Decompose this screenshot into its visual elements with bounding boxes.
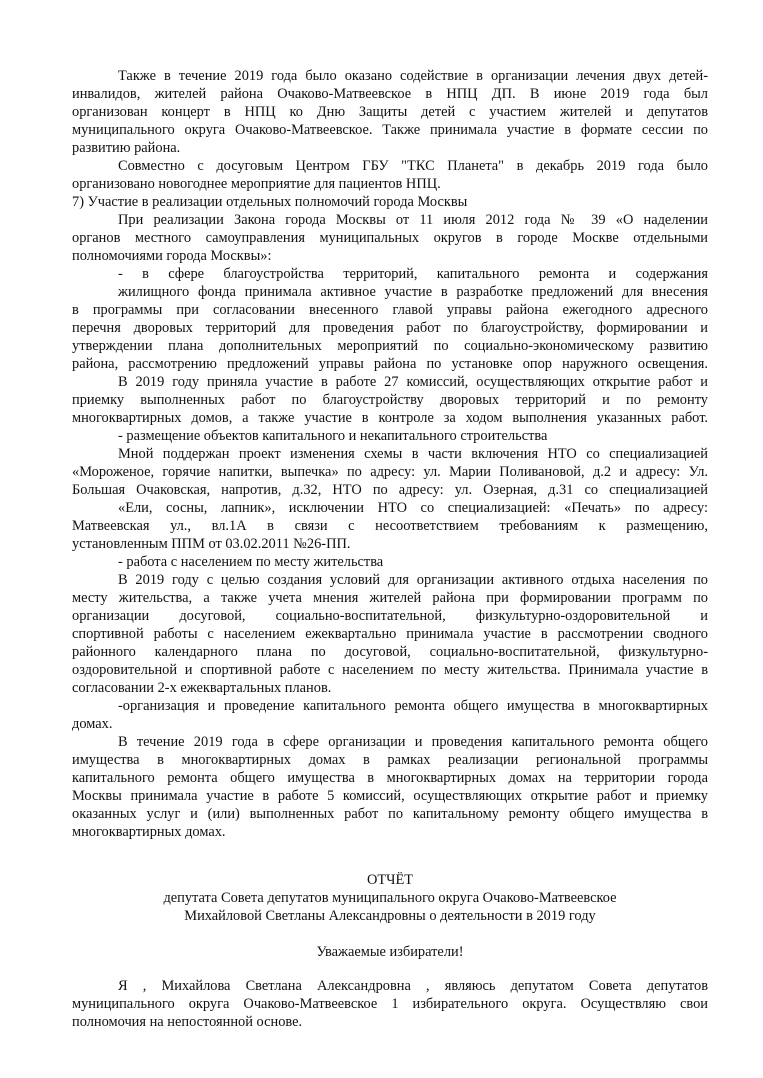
list-item: - работа с населением по месту жительства	[118, 554, 384, 570]
body-text-line: Я , Михайлова Светлана Александровна , являюсь депутатом Совета депутатов	[118, 978, 708, 994]
body-text-line: организации досуговой, социально-воспитательной, физкультурно-оздоровительной и	[72, 608, 708, 624]
body-text-line: полномочиями города Москвы»:	[72, 248, 272, 264]
body-text-line: «Мороженое, горячие напитки, выпечка» по адресу: ул. Марии Поливановой, д.2 и адресу: Ул.	[72, 464, 708, 480]
body-text-line: оказанных услуг и (или) выполненных работ по капитальному ремонту общего имущества в	[72, 806, 708, 822]
body-text-line: развитию района.	[72, 140, 181, 156]
body-text-line: согласовании 2-х ежеквартальных планов.	[72, 680, 332, 696]
body-text-line: района, рассмотрению предложений управы района по установке опор наружного освещения.	[72, 356, 708, 372]
body-text-line: Также в течение 2019 года было оказано содействие в организации лечения двух детей-	[118, 68, 708, 84]
body-text-line: спортивной работы с населением ежеквартально принимала участие в рассмотрении сводного	[72, 626, 708, 642]
body-text-line: организовано новогоднее мероприятие для пациентов НПЦ.	[72, 176, 441, 192]
body-text-line: жилищного фонда принимала активное участие в разработке предложений для внесения	[118, 284, 708, 300]
body-text-line: «Ели, сосны, лапник», исключении НТО со специализацией: «Печать» по адресу:	[118, 500, 708, 516]
section-heading: 7) Участие в реализации отдельных полномочий города Москвы	[72, 194, 468, 210]
body-text-line: полномочия на непостоянной основе.	[72, 1014, 303, 1030]
body-text-line: муниципального округа Очаково-Матвеевское. Также принимала участие в формате сессии по	[72, 122, 708, 138]
body-text-line: Большая Очаковская, напротив, д.32, НТО по адресу: ул. Озерная, д.31 со специализацией	[72, 482, 708, 498]
body-text-line: установленным ППМ от 03.02.2011 №26-ПП.	[72, 536, 351, 552]
greeting: Уважаемые избиратели!	[316, 944, 464, 960]
body-text-line: оздоровительной и спортивной работе с населением по месту жительства. Принимала участие в	[72, 662, 708, 678]
body-text-line: Совместно с досуговым Центром ГБУ "ТКС Планета" в декабрь 2019 года было	[118, 158, 708, 174]
body-text-line: районного календарного плана по досуговой, социально-воспитательной, физкультурно-	[72, 644, 708, 660]
body-text-line: В 2019 году приняла участие в работе 27 комиссий, осуществляющих открытие работ и	[118, 374, 708, 390]
body-text-line: Матвеевская ул., вл.1А в связи с несоответствием требованиям к размещению,	[72, 518, 708, 534]
body-text-line: В 2019 году с целью создания условий для организации активного отдыха населения по	[118, 572, 708, 588]
body-text-line: органов местного самоуправления муниципальных округов в городе Москве отдельными	[72, 230, 708, 246]
body-text-line: Москвы принимала участие в работе 5 комиссий, осуществляющих открытие работ и приемку	[72, 788, 708, 804]
body-text-line: перечня дворовых территорий для проведения работ по благоустройству, формировании и	[72, 320, 708, 336]
body-text-line: месту жительства, а также учета мнения жителей района при формировании программ по	[72, 590, 708, 606]
report-title: ОТЧЁТ	[366, 872, 414, 888]
body-text-line: В течение 2019 года в сфере организации и проведения капитального ремонта общего	[118, 734, 708, 750]
body-text-line: приемку выполненных работ по благоустройству дворовых территорий и по ремонту	[72, 392, 708, 408]
report-subtitle: Михайловой Светланы Александровны о деятельности в 2019 году	[184, 908, 596, 924]
body-text-line: многоквартирных домах.	[72, 824, 226, 840]
body-text-line: муниципального округа Очаково-Матвеевское 1 избирательного округа. Осуществляю свои	[72, 996, 708, 1012]
list-item: - в сфере благоустройства территорий, капитального ремонта и содержания	[118, 266, 708, 282]
body-text-line: При реализации Закона города Москвы от 11 июля 2012 года № 39 «О наделении	[118, 212, 708, 228]
body-text-line: в программы при согласовании внесенного главой управы района ежегодного адресного	[72, 302, 708, 318]
body-text-line: капитального ремонта общего имущества в многоквартирных домах на территории города	[72, 770, 708, 786]
body-text-line: имущества в многоквартирных домах в рамках реализации региональной программы	[72, 752, 708, 768]
body-text-line: утверждении плана дополнительных мероприятий по социально-экономическому развитию	[72, 338, 708, 354]
list-item: - размещение объектов капитального и некапитального строительства	[118, 428, 548, 444]
body-text-line: организован концерт в НПЦ ко Дню Защиты детей с участием жителей и депутатов	[72, 104, 708, 120]
body-text-line: инвалидов, жителей района Очаково-Матвеевское в НПЦ ДП. В июне 2019 года был	[72, 86, 708, 102]
body-text-line: Мной поддержан проект изменения схемы в части включения НТО со специализацией	[118, 446, 708, 462]
body-text-line: многоквартирных домов, а также участие в контроле за ходом выполнения указанных работ.	[72, 410, 708, 426]
body-text-line: домах.	[72, 716, 113, 732]
report-subtitle: депутата Совета депутатов муниципального округа Очаково-Матвеевское	[163, 890, 617, 906]
list-item: -организация и проведение капитального ремонта общего имущества в многоквартирных	[118, 698, 708, 714]
